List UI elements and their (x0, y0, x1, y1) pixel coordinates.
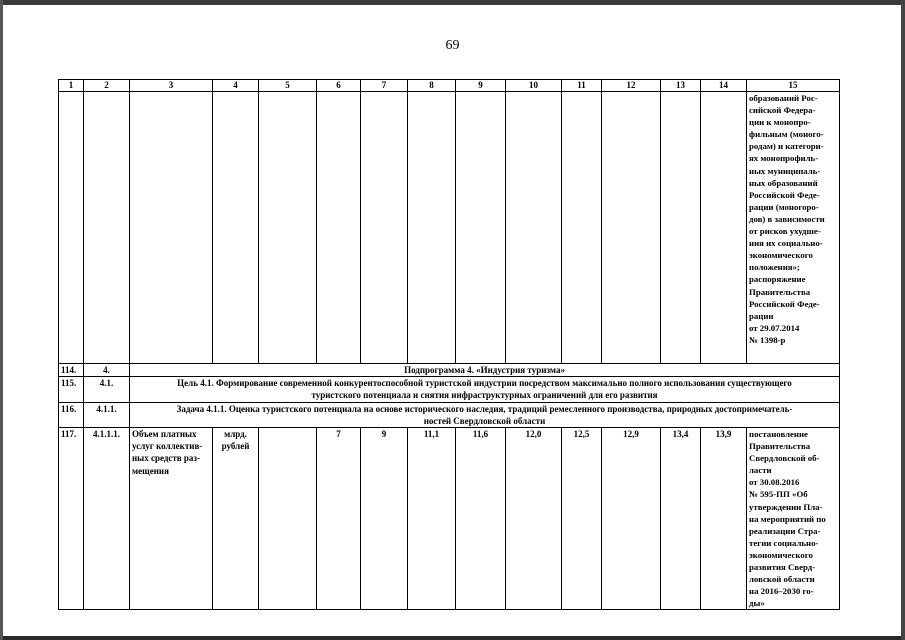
legal-basis-cell: образований Рос- сийской Федера- ции к монопро- фильным (моного- родам) и категори- ях монопрофиль- ных муниципаль- ных образований Российской Феде- рации (моногоро- дов) в зависимости от рисков ухудше- ния их социально- экономического положения»; распоряжение Правительства Российской Феде- рации от 29.07.2014 № 1398-р (747, 92, 840, 364)
page-number: 69 (445, 38, 460, 53)
header-cell: 2 (84, 80, 130, 92)
row-number: 117. (59, 428, 84, 610)
header-cell: 7 (361, 80, 408, 92)
header-cell: 5 (259, 80, 317, 92)
header-cell: 3 (130, 80, 213, 92)
row-code: 4.1.1. (84, 402, 130, 427)
legal-basis-cell: постановление Правительства Свердловской об- ласти от 30.08.2016 № 595-ПП «Об утверждении Пла- на мероприятий по реализации Стра- тегии социально- экономического развития Сверд- ловской области на 2016–2030 го- ды» (747, 428, 840, 610)
indicator-name: Объем платных услуг коллектив- ных средств раз- мещения (130, 428, 213, 610)
row-number: 116. (59, 402, 84, 427)
row-code: 4.1. (84, 377, 130, 402)
row-number: 115. (59, 377, 84, 402)
value-cell: 13,9 (701, 428, 747, 610)
scan-right-edge (901, 0, 905, 640)
header-cell: 1 (59, 80, 84, 92)
table-row-117 (59, 428, 840, 610)
value-cell: 12,0 (506, 428, 562, 610)
value-cell: 11,1 (408, 428, 456, 610)
table-row-continuation (59, 92, 840, 364)
scan-left-edge (0, 0, 3, 640)
document-table (58, 79, 840, 610)
scan-top-edge (0, 0, 905, 5)
table-row-114 (59, 364, 840, 377)
value-cell: 9 (361, 428, 408, 610)
value-cell (259, 428, 317, 610)
task-text: Задача 4.1.1. Оценка туристского потенциала на основе исторического наследия, традиций ремесленного производства, природных достопримечатель- ностей Свердловской области (130, 402, 840, 427)
header-row (59, 80, 840, 92)
header-cell: 12 (602, 80, 661, 92)
value-cell: 13,4 (661, 428, 701, 610)
header-cell: 6 (317, 80, 361, 92)
header-cell: 13 (661, 80, 701, 92)
subprogram-title: Подпрограмма 4. «Индустрия туризма» (130, 364, 840, 377)
row-code: 4.1.1.1. (84, 428, 130, 610)
header-cell: 14 (701, 80, 747, 92)
header-cell: 15 (747, 80, 840, 92)
value-cell: 12,9 (602, 428, 661, 610)
value-cell: 12,5 (562, 428, 602, 610)
table-row-115 (59, 377, 840, 402)
header-cell: 11 (562, 80, 602, 92)
row-number: 114. (59, 364, 84, 377)
header-cell: 8 (408, 80, 456, 92)
header-cell: 9 (456, 80, 506, 92)
row-code: 4. (84, 364, 130, 377)
scan-bottom-edge (0, 636, 905, 640)
table-row-116 (59, 402, 840, 427)
header-cell: 4 (213, 80, 259, 92)
goal-text: Цель 4.1. Формирование современной конкурентоспособной туристской индустрии посредством максимально полного использования существующего туристского потенциала и снятия инфраструктурных ограничений для его развития (130, 377, 840, 402)
unit-cell: млрд. рублей (213, 428, 259, 610)
header-cell: 10 (506, 80, 562, 92)
value-cell: 11,6 (456, 428, 506, 610)
value-cell: 7 (317, 428, 361, 610)
